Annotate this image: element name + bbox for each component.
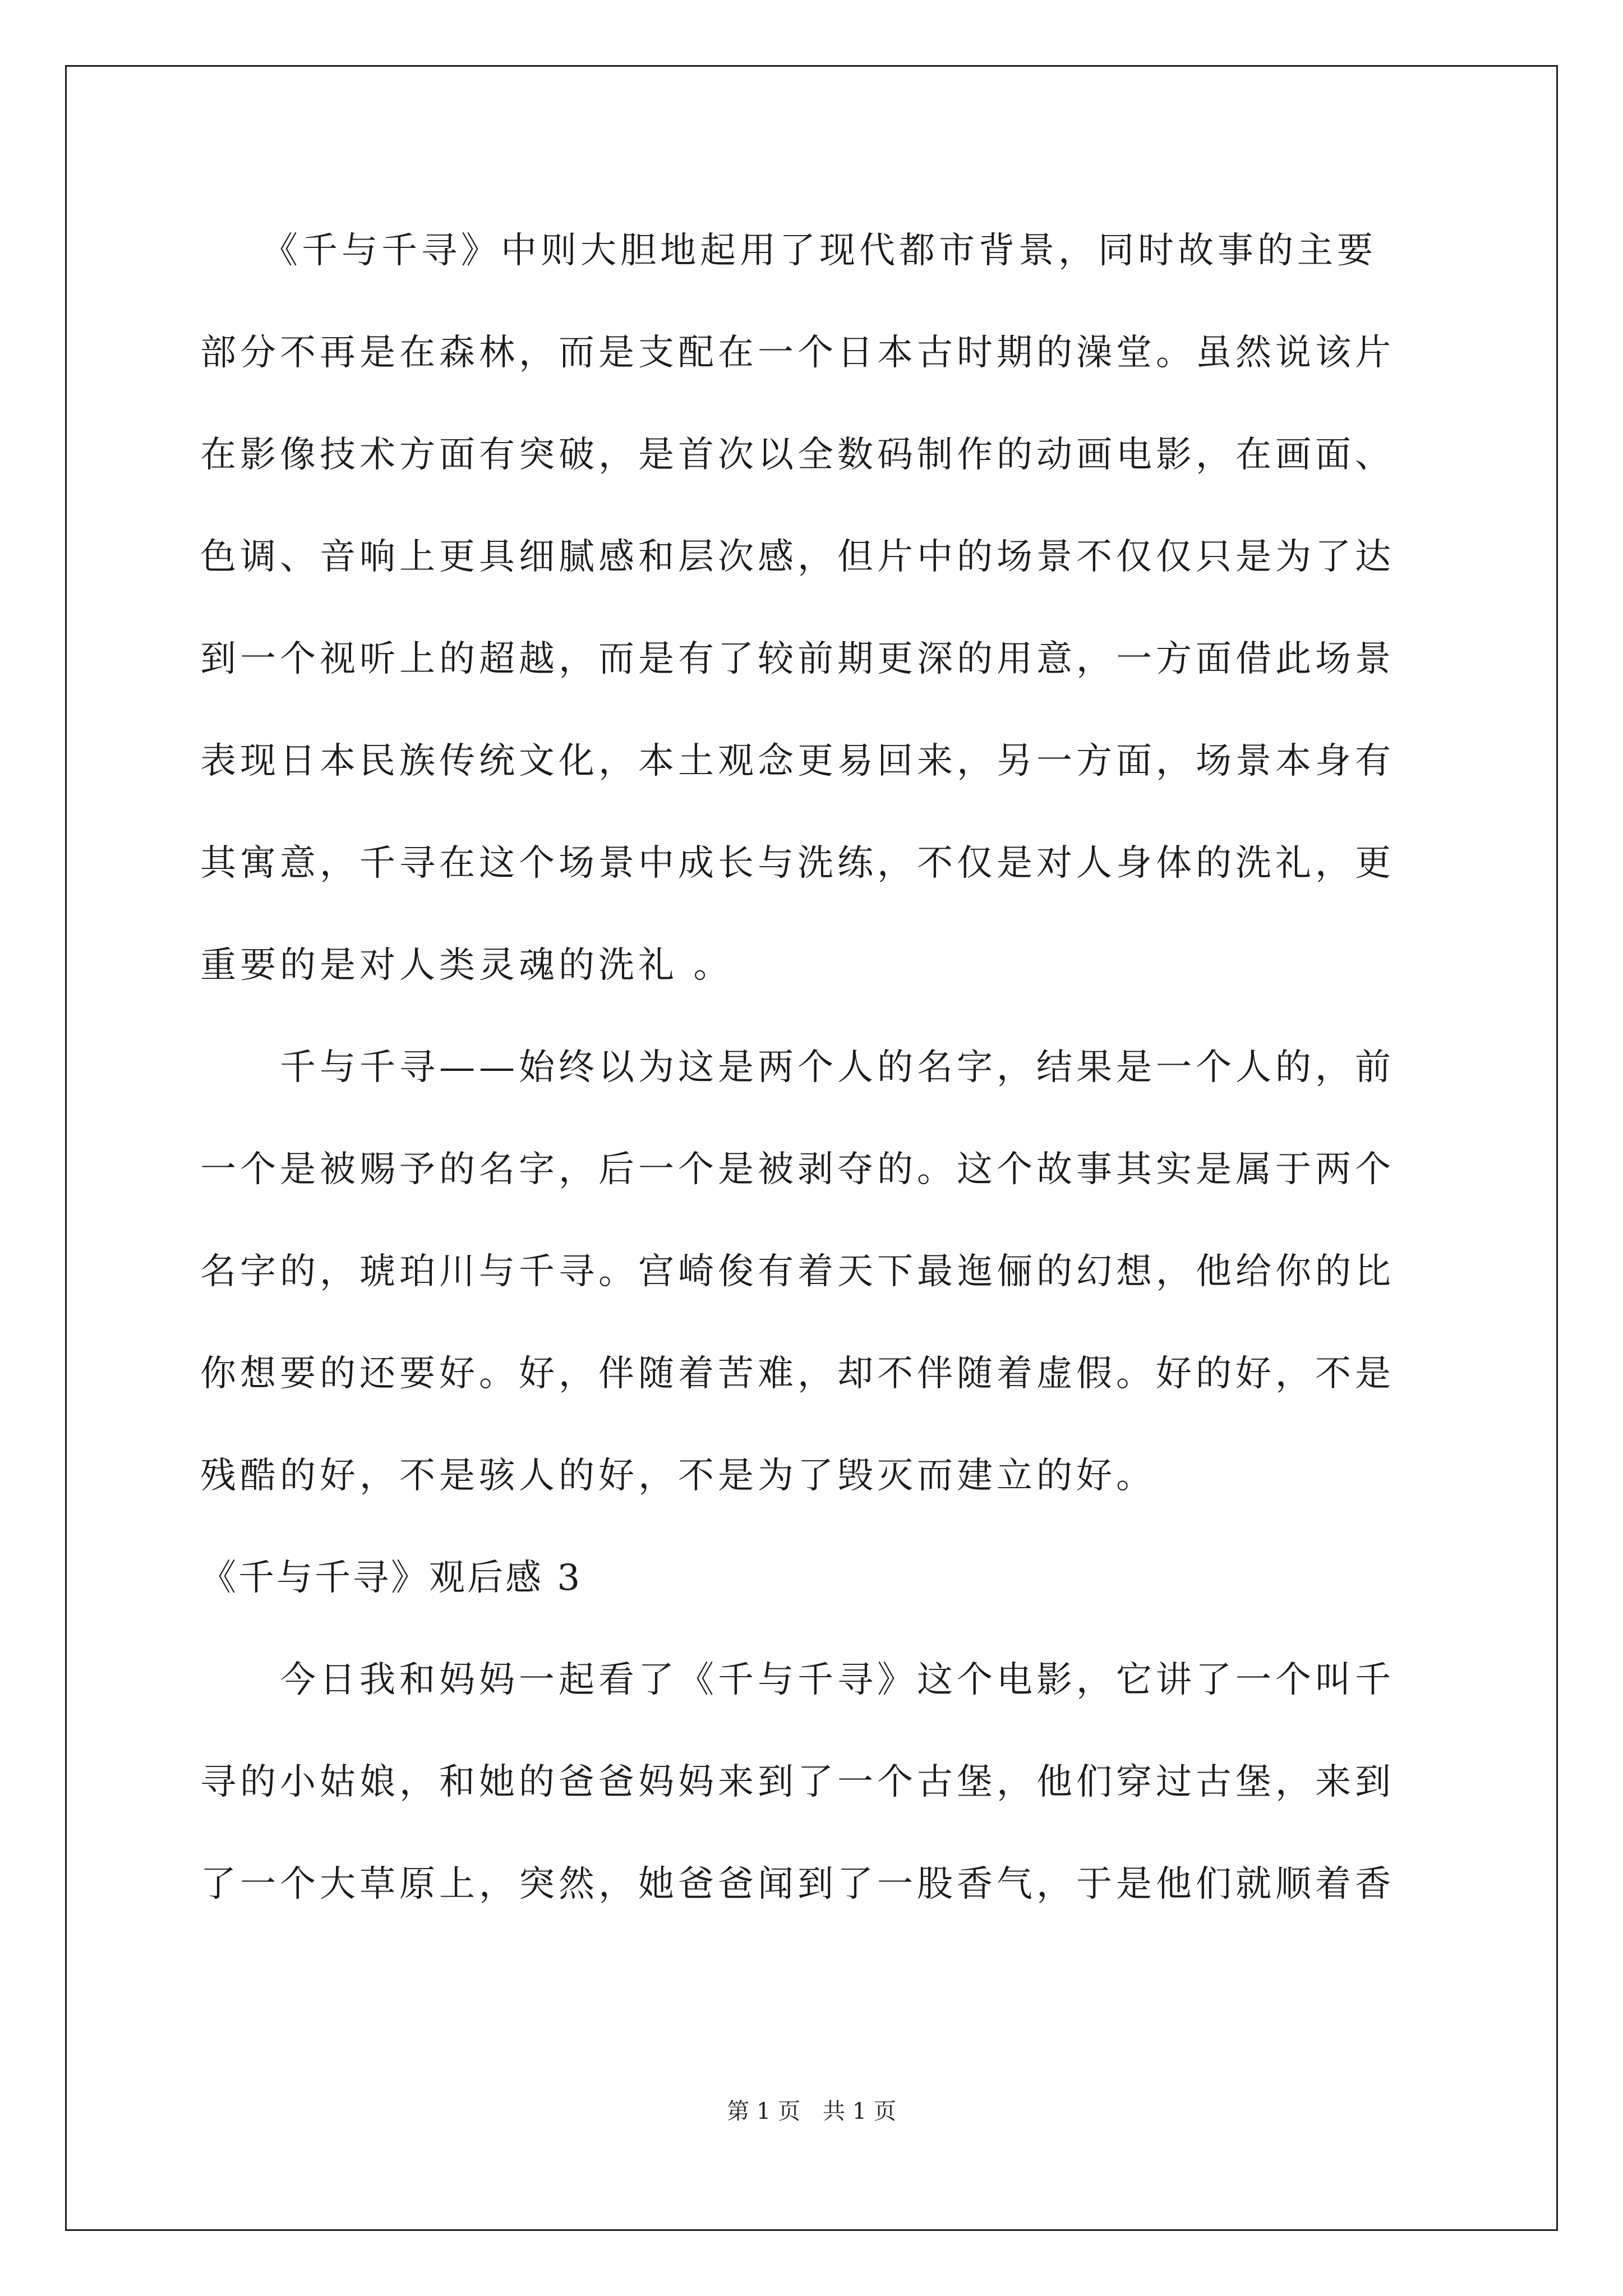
text-line: 表现日本民族传统文化，本土观念更易回来，另一方面，场景本身有 xyxy=(200,740,1395,782)
text-line: 一个是被赐予的名字，后一个是被剥夺的。这个故事其实是属于两个 xyxy=(200,1149,1395,1190)
text-line: 名字的，琥珀川与千寻。宫崎俊有着天下最迤俪的幻想，他给你的比 xyxy=(200,1251,1395,1292)
text-line: 重要的是对人类灵魂的洗礼 。 xyxy=(200,945,734,986)
document-body xyxy=(200,200,1434,1935)
text-line: 《千与千寻》中则大胆地起用了现代都市背景，同时故事的主要 xyxy=(200,230,1377,272)
text-line: 部分不再是在森林，而是支配在一个日本古时期的澡堂。虽然说该片 xyxy=(200,332,1395,374)
text-line: 寻的小姑娘，和她的爸爸妈妈来到了一个古堡，他们穿过古堡，来到 xyxy=(200,1761,1395,1803)
text-line: 色调、音响上更具细腻感和层次感，但片中的场景不仅仅只是为了达 xyxy=(200,536,1395,578)
text-line: 在影像技术方面有突破，是首次以全数码制作的动画电影，在画面、 xyxy=(200,434,1395,476)
text-line: 了一个大草原上，突然，她爸爸闻到了一股香气，于是他们就顺着香 xyxy=(200,1864,1395,1905)
section-heading: 《千与千寻》观后感 3 xyxy=(200,1557,583,1599)
text-line: 你想要的还要好。好，伴随着苦难，却不伴随着虚假。好的好，不是 xyxy=(200,1353,1395,1395)
text-line: 其寓意，千寻在这个场景中成长与洗练，不仅是对人身体的洗礼，更 xyxy=(200,843,1395,884)
text-line: 千与千寻——始终以为这是两个人的名字，结果是一个人的，前 xyxy=(200,1047,1395,1088)
page-footer: 第 1 页 共 1 页 xyxy=(727,2099,896,2124)
text-line: 今日我和妈妈一起看了《千与千寻》这个电影，它讲了一个叫千 xyxy=(200,1659,1395,1701)
text-line: 残酷的好，不是骇人的好，不是为了毁灭而建立的好。 xyxy=(200,1455,1156,1497)
text-line: 到一个视听上的超越，而是有了较前期更深的用意，一方面借此场景 xyxy=(200,638,1395,680)
